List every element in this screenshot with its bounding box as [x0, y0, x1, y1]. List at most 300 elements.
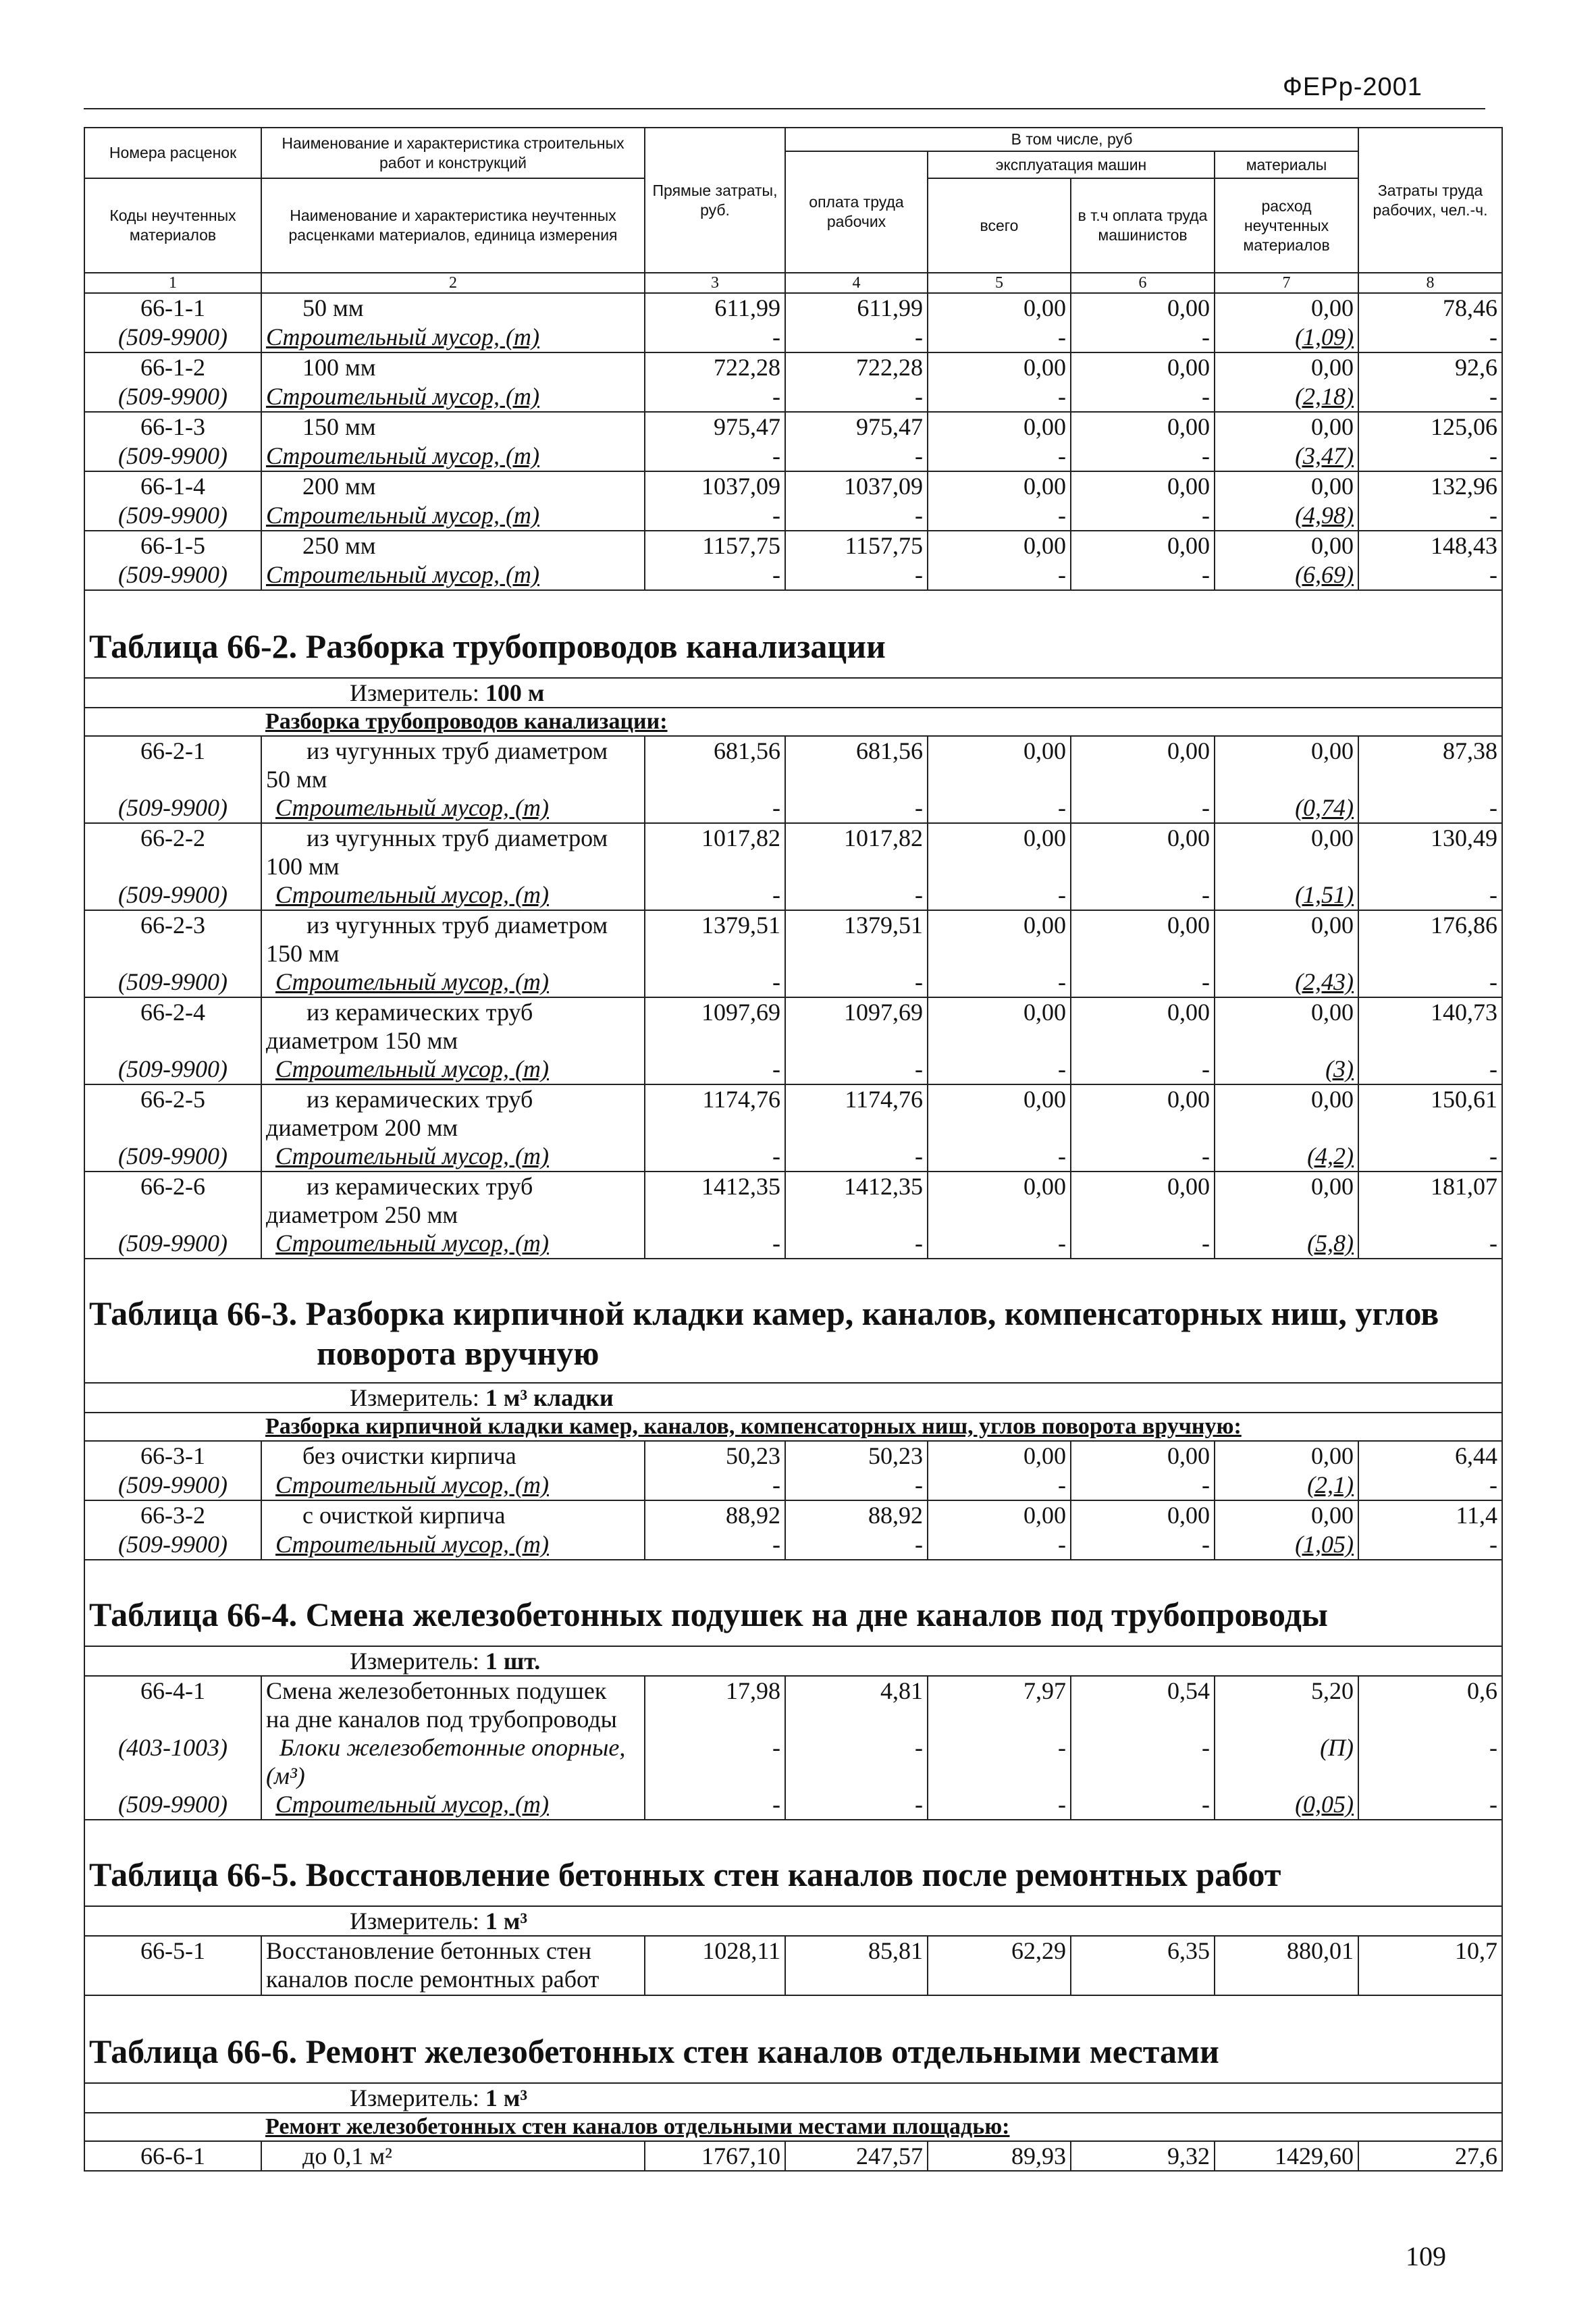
dash: -	[928, 382, 1071, 412]
operator-pay: 0,00	[1071, 531, 1215, 560]
material-code: (509-9900)	[84, 560, 261, 590]
worker-pay: 1097,69	[785, 997, 928, 1055]
dash: -	[1358, 1530, 1502, 1560]
materials-cost: 0,00	[1215, 736, 1358, 793]
dash: -	[645, 1471, 785, 1500]
measure-unit: 1 м³	[485, 1908, 528, 1935]
work-name-line: из керамических труб	[307, 1086, 533, 1113]
operator-pay: 0,00	[1071, 1172, 1215, 1229]
measure-label: Измеритель:	[350, 679, 479, 706]
measure-unit: 100 м	[485, 679, 545, 706]
document-code: ФЕРр-2001	[1283, 73, 1422, 101]
material-name: Строительный мусор, (т)	[261, 560, 645, 590]
dash: -	[1071, 560, 1215, 590]
work-name-line: на дне каналов под трубопроводы	[266, 1706, 617, 1733]
operator-pay: 0,00	[1071, 293, 1215, 323]
dash: -	[785, 968, 928, 997]
measure-line	[84, 1383, 1502, 1413]
machines-total: 0,00	[928, 412, 1071, 442]
material-code: (509-9900)	[84, 968, 261, 997]
dash: -	[645, 382, 785, 412]
labor-hours: 150,61	[1358, 1084, 1502, 1142]
labor-hours: 132,96	[1358, 471, 1502, 501]
material-name: Строительный мусор, (т)	[261, 1055, 645, 1084]
worker-pay: 85,81	[785, 1936, 928, 1995]
work-name: до 0,1 м²	[261, 2141, 645, 2171]
direct-cost: 1379,51	[645, 910, 785, 968]
material-quantity: (2,18)	[1215, 382, 1358, 412]
rates-table	[84, 127, 1503, 2172]
section-header	[84, 1995, 1502, 2083]
direct-cost: 1028,11	[645, 1936, 785, 1995]
materials-cost: 5,20	[1215, 1676, 1358, 1733]
material-code: (509-9900)	[84, 880, 261, 910]
material-quantity: (0,05)	[1215, 1790, 1358, 1820]
header-direct-costs: Прямые затраты, руб.	[645, 128, 785, 273]
materials-cost: 880,01	[1215, 1936, 1358, 1995]
operator-pay: 0,00	[1071, 997, 1215, 1055]
dash: -	[1071, 880, 1215, 910]
material-name: Строительный мусор, (т)	[261, 1790, 645, 1820]
col-number: 2	[261, 273, 645, 293]
dash: -	[645, 793, 785, 823]
material-code: (509-9900)	[84, 1790, 261, 1820]
header-machines: эксплуатация машин	[928, 151, 1215, 178]
section-title: Таблица 66-2. Разборка трубопроводов канализации	[89, 627, 886, 665]
machines-total: 0,00	[928, 823, 1071, 880]
measure-label: Измеритель:	[350, 1648, 479, 1675]
worker-pay: 1174,76	[785, 1084, 928, 1142]
header-material-names: Наименование и характеристика неучтенных расценками материалов, единица измерения	[261, 178, 645, 273]
materials-cost: 0,00	[1215, 412, 1358, 442]
operator-pay: 0,00	[1071, 412, 1215, 442]
dash: -	[785, 1142, 928, 1172]
dash: -	[928, 560, 1071, 590]
direct-cost: 1157,75	[645, 531, 785, 560]
material-code: (509-9900)	[84, 442, 261, 471]
labor-hours: 125,06	[1358, 412, 1502, 442]
dash: -	[1071, 382, 1215, 412]
direct-cost: 1097,69	[645, 997, 785, 1055]
materials-cost: 0,00	[1215, 293, 1358, 323]
measure-line	[84, 1906, 1502, 1936]
labor-hours: 27,6	[1358, 2141, 1502, 2171]
dash: -	[785, 382, 928, 412]
dash: -	[645, 880, 785, 910]
dash: -	[785, 442, 928, 471]
rate-code: 66-2-2	[84, 823, 261, 880]
labor-hours: 181,07	[1358, 1172, 1502, 1229]
dash: -	[928, 1229, 1071, 1259]
work-name-line: каналов после ремонтных работ	[266, 1966, 600, 1993]
direct-cost: 1037,09	[645, 471, 785, 501]
dash: -	[1071, 1790, 1215, 1820]
machines-total: 7,97	[928, 1676, 1071, 1733]
rate-code: 66-3-2	[84, 1500, 261, 1530]
machines-total: 0,00	[928, 1500, 1071, 1530]
material-name-line: (м³)	[266, 1762, 305, 1789]
operator-pay: 0,54	[1071, 1676, 1215, 1733]
work-name: 150 мм	[261, 412, 645, 442]
work-name	[261, 997, 645, 1055]
material-quantity: (2,43)	[1215, 968, 1358, 997]
operator-pay: 9,32	[1071, 2141, 1215, 2171]
dash: -	[785, 880, 928, 910]
rate-code: 66-1-2	[84, 352, 261, 382]
section-title: Таблица 66-6. Ремонт железобетонных стен каналов отдельными местами	[89, 2032, 1219, 2070]
section-header	[84, 1259, 1502, 1383]
operator-pay: 0,00	[1071, 1500, 1215, 1530]
labor-hours: 11,4	[1358, 1500, 1502, 1530]
work-name-line: диаметром 150 мм	[266, 1027, 458, 1054]
direct-cost: 975,47	[645, 412, 785, 442]
rate-code: 66-2-4	[84, 997, 261, 1055]
work-name-line: из чугунных труб диаметром	[307, 912, 608, 939]
work-name	[261, 910, 645, 968]
material-quantity: (1,51)	[1215, 880, 1358, 910]
work-name-line: диаметром 250 мм	[266, 1201, 458, 1228]
rate-code: 66-5-1	[84, 1936, 261, 1995]
dash: -	[1071, 323, 1215, 352]
dash: -	[785, 1733, 928, 1790]
dash: -	[645, 968, 785, 997]
material-name: Строительный мусор, (т)	[261, 1142, 645, 1172]
dash: -	[1358, 1471, 1502, 1500]
dash: -	[1358, 1142, 1502, 1172]
dash: -	[785, 1055, 928, 1084]
dash: -	[1071, 501, 1215, 531]
section-title-continued: поворота вручную	[317, 1334, 600, 1372]
operator-pay: 0,00	[1071, 910, 1215, 968]
measure-label: Измеритель:	[350, 2084, 479, 2111]
measure-unit: 1 м³ кладки	[485, 1384, 614, 1411]
material-code: (509-9900)	[84, 382, 261, 412]
material-quantity: (4,2)	[1215, 1142, 1358, 1172]
dash: -	[785, 560, 928, 590]
direct-cost: 50,23	[645, 1441, 785, 1471]
dash: -	[1071, 1471, 1215, 1500]
labor-hours: 148,43	[1358, 531, 1502, 560]
operator-pay: 0,00	[1071, 1441, 1215, 1471]
machines-total: 89,93	[928, 2141, 1071, 2171]
dash: -	[645, 1530, 785, 1560]
dash: -	[1071, 1229, 1215, 1259]
machines-total: 0,00	[928, 1172, 1071, 1229]
section-header	[84, 590, 1502, 678]
col-number: 7	[1215, 273, 1358, 293]
work-name: 250 мм	[261, 531, 645, 560]
section-title: Таблица 66-5. Восстановление бетонных стен каналов после ремонтных работ	[89, 1856, 1281, 1893]
material-name: Строительный мусор, (т)	[261, 1229, 645, 1259]
header-rule	[84, 108, 1485, 109]
direct-cost: 1412,35	[645, 1172, 785, 1229]
dash: -	[928, 1790, 1071, 1820]
worker-pay: 611,99	[785, 293, 928, 323]
dash: -	[645, 1142, 785, 1172]
header-material-use: расход неучтенных материалов	[1215, 178, 1358, 273]
work-name-line: из чугунных труб диаметром	[307, 737, 608, 764]
dash: -	[645, 1055, 785, 1084]
header-work-name: Наименование и характеристика строительных работ и конструкций	[261, 128, 645, 178]
dash: -	[645, 501, 785, 531]
header-labor-hours: Затраты труда рабочих, чел.-ч.	[1358, 128, 1502, 273]
labor-hours: 92,6	[1358, 352, 1502, 382]
dash: -	[1358, 1790, 1502, 1820]
worker-pay: 88,92	[785, 1500, 928, 1530]
work-name-line: из керамических труб	[307, 1173, 533, 1200]
dash: -	[785, 323, 928, 352]
dash: -	[645, 1790, 785, 1820]
section-header	[84, 1820, 1502, 1906]
dash: -	[645, 1733, 785, 1790]
rate-code: 66-1-5	[84, 531, 261, 560]
machines-total: 0,00	[928, 471, 1071, 501]
machines-total: 62,29	[928, 1936, 1071, 1995]
dash: -	[1071, 968, 1215, 997]
labor-hours: 130,49	[1358, 823, 1502, 880]
material-quantity: (4,98)	[1215, 501, 1358, 531]
material-quantity: (6,69)	[1215, 560, 1358, 590]
materials-cost: 0,00	[1215, 823, 1358, 880]
material-name: Строительный мусор, (т)	[261, 382, 645, 412]
material-quantity: (1,05)	[1215, 1530, 1358, 1560]
materials-cost: 0,00	[1215, 1500, 1358, 1530]
material-code: (509-9900)	[84, 793, 261, 823]
direct-cost: 1174,76	[645, 1084, 785, 1142]
work-name: 50 мм	[261, 293, 645, 323]
dash: -	[928, 880, 1071, 910]
material-name: Строительный мусор, (т)	[261, 880, 645, 910]
work-name: с очисткой кирпича	[261, 1500, 645, 1530]
materials-cost: 0,00	[1215, 997, 1358, 1055]
materials-cost: 0,00	[1215, 910, 1358, 968]
labor-hours: 176,86	[1358, 910, 1502, 968]
direct-cost: 88,92	[645, 1500, 785, 1530]
dash: -	[1358, 1733, 1502, 1790]
worker-pay: 681,56	[785, 736, 928, 793]
material-name: Строительный мусор, (т)	[261, 968, 645, 997]
measure-unit: 1 м³	[485, 2084, 528, 2111]
dash: -	[1358, 880, 1502, 910]
materials-cost: 0,00	[1215, 471, 1358, 501]
dash: -	[785, 793, 928, 823]
material-code: (509-9900)	[84, 501, 261, 531]
dash: -	[785, 501, 928, 531]
labor-hours: 6,44	[1358, 1441, 1502, 1471]
material-code: (509-9900)	[84, 1530, 261, 1560]
dash: -	[928, 1530, 1071, 1560]
materials-cost: 1429,60	[1215, 2141, 1358, 2171]
worker-pay: 975,47	[785, 412, 928, 442]
work-name	[261, 1676, 645, 1733]
col-number: 6	[1071, 273, 1215, 293]
header-including: В том числе, руб	[785, 128, 1358, 151]
header-worker-pay: оплата труда рабочих	[785, 151, 928, 273]
rate-code: 66-1-1	[84, 293, 261, 323]
materials-cost: 0,00	[1215, 1441, 1358, 1471]
rate-code: 66-4-1	[84, 1676, 261, 1733]
direct-cost: 681,56	[645, 736, 785, 793]
machines-total: 0,00	[928, 352, 1071, 382]
operator-pay: 0,00	[1071, 471, 1215, 501]
operator-pay: 0,00	[1071, 352, 1215, 382]
page-number: 109	[1406, 2241, 1446, 2271]
work-name-line: 150 мм	[266, 940, 340, 967]
operator-pay: 6,35	[1071, 1936, 1215, 1995]
dash: -	[928, 1055, 1071, 1084]
col-number: 1	[84, 273, 261, 293]
work-name-line: Смена железобетонных подушек	[266, 1677, 607, 1704]
dash: -	[785, 1471, 928, 1500]
dash: -	[645, 1229, 785, 1259]
dash: -	[928, 968, 1071, 997]
work-name	[261, 1172, 645, 1229]
dash: -	[928, 323, 1071, 352]
material-name: Строительный мусор, (т)	[261, 1530, 645, 1560]
dash: -	[1358, 382, 1502, 412]
operator-pay: 0,00	[1071, 823, 1215, 880]
machines-total: 0,00	[928, 531, 1071, 560]
material-name-line: Блоки железобетонные опорные,	[280, 1734, 626, 1761]
dash: -	[928, 1142, 1071, 1172]
material-code: (509-9900)	[84, 1471, 261, 1500]
material-quantity: (0,74)	[1215, 793, 1358, 823]
worker-pay: 722,28	[785, 352, 928, 382]
material-name: Строительный мусор, (т)	[261, 1471, 645, 1500]
group-heading: Ремонт железобетонных стен каналов отдельными местами площадью:	[261, 2113, 1502, 2141]
dash: -	[1358, 968, 1502, 997]
measure-unit: 1 шт.	[485, 1648, 541, 1675]
measure-line	[84, 1646, 1502, 1676]
rate-code: 66-1-3	[84, 412, 261, 442]
work-name: 100 мм	[261, 352, 645, 382]
dash: -	[1071, 1142, 1215, 1172]
material-code: (509-9900)	[84, 1055, 261, 1084]
dash: -	[785, 1229, 928, 1259]
rate-code: 66-2-5	[84, 1084, 261, 1142]
work-name-line: из чугунных труб диаметром	[307, 824, 608, 851]
machines-total: 0,00	[928, 736, 1071, 793]
dash: -	[928, 793, 1071, 823]
header-machines-total: всего	[928, 178, 1071, 273]
header-materials: материалы	[1215, 151, 1358, 178]
material-name: Строительный мусор, (т)	[261, 501, 645, 531]
rate-code: 66-1-4	[84, 471, 261, 501]
header-rate-number: Номера расценок	[84, 128, 261, 178]
direct-cost: 17,98	[645, 1676, 785, 1733]
measure-label: Измеритель:	[350, 1908, 479, 1935]
labor-hours: 87,38	[1358, 736, 1502, 793]
dash: -	[785, 1530, 928, 1560]
machines-total: 0,00	[928, 1084, 1071, 1142]
dash: -	[645, 323, 785, 352]
group-heading: Разборка трубопроводов канализации:	[261, 708, 1502, 736]
dash: -	[1071, 1530, 1215, 1560]
material-name: Строительный мусор, (т)	[261, 323, 645, 352]
material-code: (509-9900)	[84, 1229, 261, 1259]
col-number: 5	[928, 273, 1071, 293]
dash: -	[785, 1790, 928, 1820]
material-quantity: (1,09)	[1215, 323, 1358, 352]
worker-pay: 1037,09	[785, 471, 928, 501]
material-quantity: (П)	[1215, 1733, 1358, 1790]
direct-cost: 722,28	[645, 352, 785, 382]
dash: -	[928, 1471, 1071, 1500]
rate-code: 66-2-1	[84, 736, 261, 793]
machines-total: 0,00	[928, 997, 1071, 1055]
work-name-line: 50 мм	[266, 766, 327, 793]
section-header	[84, 1560, 1502, 1646]
machines-total: 0,00	[928, 910, 1071, 968]
worker-pay: 1412,35	[785, 1172, 928, 1229]
dash: -	[1358, 442, 1502, 471]
dash: -	[928, 501, 1071, 531]
worker-pay: 1017,82	[785, 823, 928, 880]
header-operator-pay: в т.ч оплата труда машинистов	[1071, 178, 1215, 273]
material-code: (509-9900)	[84, 1142, 261, 1172]
material-name: Строительный мусор, (т)	[261, 793, 645, 823]
rate-code: 66-6-1	[84, 2141, 261, 2171]
material-code: (509-9900)	[84, 323, 261, 352]
dash: -	[645, 442, 785, 471]
operator-pay: 0,00	[1071, 1084, 1215, 1142]
material-quantity: (3)	[1215, 1055, 1358, 1084]
rate-code: 66-2-6	[84, 1172, 261, 1229]
dash: -	[1071, 1055, 1215, 1084]
worker-pay: 1157,75	[785, 531, 928, 560]
worker-pay: 4,81	[785, 1676, 928, 1733]
dash: -	[1358, 560, 1502, 590]
material-quantity: (2,1)	[1215, 1471, 1358, 1500]
materials-cost: 0,00	[1215, 1172, 1358, 1229]
dash: -	[1071, 793, 1215, 823]
material-name	[261, 1733, 645, 1790]
work-name: 200 мм	[261, 471, 645, 501]
work-name	[261, 1936, 645, 1995]
direct-cost: 1767,10	[645, 2141, 785, 2171]
dash: -	[645, 560, 785, 590]
measure-line	[84, 2083, 1502, 2113]
work-name-line: диаметром 200 мм	[266, 1114, 458, 1141]
dash: -	[928, 1733, 1071, 1790]
materials-cost: 0,00	[1215, 352, 1358, 382]
dash: -	[1071, 442, 1215, 471]
material-quantity: (3,47)	[1215, 442, 1358, 471]
materials-cost: 0,00	[1215, 531, 1358, 560]
material-name: Строительный мусор, (т)	[261, 442, 645, 471]
direct-cost: 1017,82	[645, 823, 785, 880]
material-code: (403-1003)	[84, 1733, 261, 1790]
col-number: 4	[785, 273, 928, 293]
section-title: Таблица 66-4. Смена железобетонных подушек на дне каналов под трубопроводы	[89, 1596, 1328, 1633]
work-name-line: Восстановление бетонных стен	[266, 1937, 592, 1964]
machines-total: 0,00	[928, 1441, 1071, 1471]
material-quantity: (5,8)	[1215, 1229, 1358, 1259]
measure-line	[84, 678, 1502, 708]
machines-total: 0,00	[928, 293, 1071, 323]
work-name: без очистки кирпича	[261, 1441, 645, 1471]
dash: -	[1358, 1055, 1502, 1084]
labor-hours: 140,73	[1358, 997, 1502, 1055]
labor-hours: 78,46	[1358, 293, 1502, 323]
work-name	[261, 823, 645, 880]
dash: -	[1071, 1733, 1215, 1790]
direct-cost: 611,99	[645, 293, 785, 323]
dash: -	[1358, 793, 1502, 823]
work-name	[261, 1084, 645, 1142]
rate-code: 66-2-3	[84, 910, 261, 968]
col-number: 3	[645, 273, 785, 293]
